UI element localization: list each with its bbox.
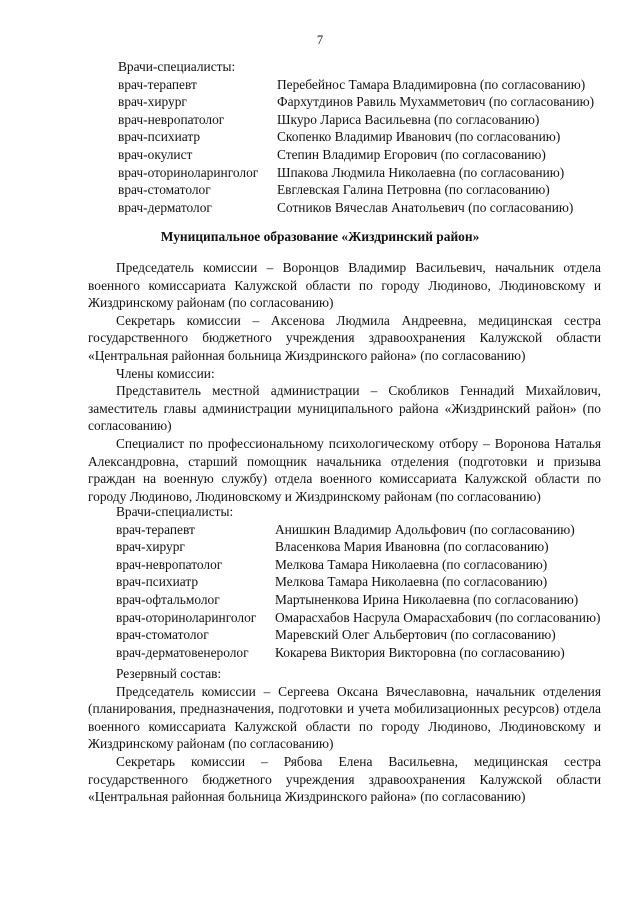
reserve-secretary: Секретарь комиссии – Рябова Елена Васильевна, медицинская сестра государственного бюджетного учреждения здравоохранения Калужской области «Центральная районная больница Жиздринского района» (по согласованию) (88, 753, 601, 805)
specialist-name: Шпакова Людмила Николаевна (по согласованию) (277, 164, 565, 180)
commission-admin-rep: Представитель местной администрации – Скобликов Геннадий Михайлович, заместитель главы администрации муниципального района «Жиздринский район» (по согласованию) (88, 383, 601, 434)
reserve-block (88, 665, 601, 806)
page-number: 7 (316, 33, 324, 47)
specialist-name: Фархутдинов Равиль Мухамметович (по согласованию) (277, 94, 595, 110)
reserve-chairman: Председатель комиссии – Сергеева Оксана Вячеславовна, начальник отделения (планирования, предназначения, подготовки и учета мобилизационных ресурсов) отдела военного комиссариата Калужской области по городу Людиново, Людиновскому и Жиздринскому районам (по согласованию) (88, 683, 601, 752)
specialist-row (116, 521, 600, 539)
specialist-row (118, 76, 594, 94)
specialist-role: врач-психиатр (118, 129, 201, 145)
specialist-name: Мелкова Тамара Николаевна (по согласованию) (275, 556, 548, 572)
commission-chairman: Председатель комиссии – Воронцов Владимир Васильевич, начальник отдела военного комиссариата Калужской области по городу Людиново, Людиновскому и Жиздринскому районам (по согласованию) (88, 260, 601, 311)
specialist-row (118, 146, 594, 164)
specialist-row (118, 199, 594, 217)
specialist-name: Анишкин Владимир Адольфович (по согласованию) (275, 521, 575, 537)
commission-block (88, 259, 601, 505)
specialist-row (118, 164, 594, 182)
specialist-role: врач-хирург (116, 539, 185, 555)
specialist-row (116, 556, 600, 574)
specialist-row (116, 609, 600, 627)
commission-psych-specialist: Специалист по профессиональному психологическому отбору – Воронова Наталья Александровна, старший помощник начальника отделения (подготовки и призыва граждан на военную службу) отдела военного комиссариата Калужской области по городу Людиново, Людиновскому и Жиздринскому районам (по согласованию) (88, 435, 601, 504)
specialist-name: Мартыненкова Ирина Николаевна (по согласованию) (275, 591, 579, 607)
specialist-name: Кокарева Виктория Викторовна (по согласованию) (275, 644, 565, 660)
specialist-role: врач-невропатолог (118, 111, 225, 127)
specialist-role: врач-оториноларинголог (116, 609, 257, 625)
specialist-row (116, 644, 600, 662)
specialist-role: врач-окулист (118, 146, 193, 162)
specialist-row (118, 181, 594, 199)
specialist-row (116, 538, 600, 556)
specialist-role: врач-дерматолог (118, 199, 212, 215)
specialist-role: врач-офтальмолог (116, 591, 220, 607)
specialist-row (118, 111, 594, 129)
specialist-name: Сотников Вячеслав Анатольевич (по согласованию) (277, 199, 574, 215)
specialist-role: врач-терапевт (118, 76, 197, 92)
specialist-role: врач-хирург (118, 94, 187, 110)
specialist-row (116, 573, 600, 591)
specialist-name: Степин Владимир Егорович (по согласованию) (277, 146, 546, 162)
specialists-label-1: Врачи-специалисты: (118, 59, 236, 74)
specialist-role: врач-стоматолог (116, 627, 209, 643)
specialist-name: Маревский Олег Альбертович (по согласованию) (275, 627, 556, 643)
section-heading: Муниципальное образование «Жиздринский район» (160, 229, 480, 244)
commission-secretary: Секретарь комиссии – Аксенова Людмила Андреевна, медицинская сестра государственного бюджетного учреждения здравоохранения Калужской области «Центральная районная больница Жиздринского района» (по согласованию) (88, 312, 601, 363)
specialist-role: врач-психиатр (116, 574, 199, 590)
specialist-row (116, 626, 600, 644)
specialists-list-1 (118, 58, 594, 216)
specialist-role: врач-оториноларинголог (118, 164, 259, 180)
specialist-name: Мелкова Тамара Николаевна (по согласованию) (275, 574, 548, 590)
specialist-role: врач-невропатолог (116, 556, 223, 572)
specialist-role: врач-дерматовенеролог (116, 644, 249, 660)
specialist-name: Шкуро Лариса Васильевна (по согласованию) (277, 111, 540, 127)
specialists-label-2: Врачи-специалисты: (116, 504, 234, 519)
specialist-role: врач-терапевт (116, 521, 195, 537)
reserve-label: Резервный состав: (116, 666, 222, 681)
specialists-list-2 (116, 503, 600, 661)
specialist-name: Перебейнос Тамара Владимировна (по согласованию) (277, 76, 586, 92)
specialist-row (118, 93, 594, 111)
specialist-name: Скопенко Владимир Иванович (по согласованию) (277, 129, 561, 145)
specialist-role: врач-стоматолог (118, 182, 211, 198)
specialist-name: Власенкова Мария Ивановна (по согласованию) (275, 539, 549, 555)
specialist-row (116, 591, 600, 609)
specialist-row (118, 128, 594, 146)
commission-members-label: Члены комиссии: (116, 365, 215, 381)
specialist-name: Евглевская Галина Петровна (по согласованию) (277, 182, 550, 198)
specialist-name: Омарасхабов Насрула Омарасхабович (по согласованию) (275, 609, 601, 625)
